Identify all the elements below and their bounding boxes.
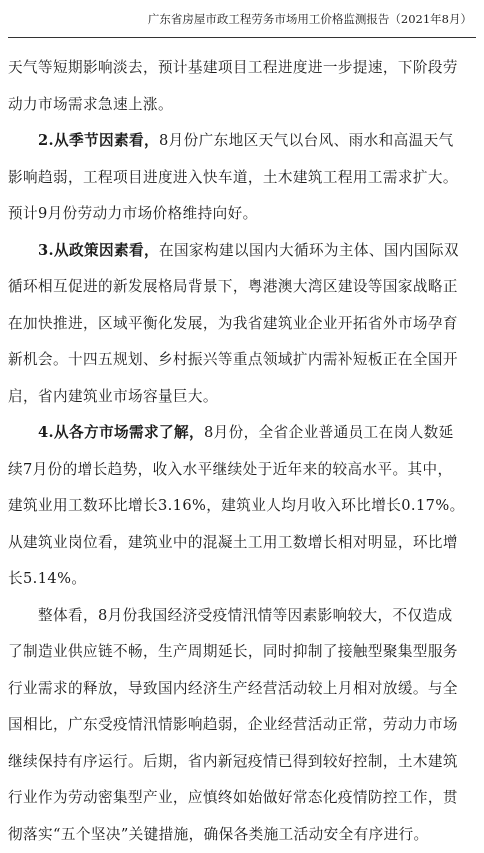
text-line: 行业需求的释放，导致国内经济生产经营活动较上月相对放缓。与全 [8, 671, 474, 708]
paragraph-seasonal: 2.从季节因素看，8月份广东地区天气以台风、雨水和高温天气 [8, 123, 474, 160]
paragraph-policy: 3.从政策因素看，在国家构建以国内大循环为主体、国内国际双 [8, 233, 474, 270]
text-line: 彻落实“五个坚决”关键措施，确保各类施工活动安全有序进行。 [8, 817, 474, 853]
text-line: 从建筑业岗位看，建筑业中的混凝土工用工数增长相对明显，环比增 [8, 525, 474, 562]
paragraph-lead: 2.从季节因素看， [38, 132, 159, 149]
text-line: 国相比，广东受疫情汛情影响趋弱，企业经营活动正常，劳动力市场 [8, 707, 474, 744]
text-line: 启，省内建筑业市场容量巨大。 [8, 379, 474, 416]
text-line: 新机会。十四五规划、乡村振兴等重点领域扩内需补短板正在全国开 [8, 342, 474, 379]
text-line: 建筑业用工数环比增长3.16%，建筑业人均月收入环比增长0.17%。 [8, 488, 474, 525]
report-title: 广东省房屋市政工程劳务市场用工价格监测报告（2021年8月） [148, 12, 472, 26]
paragraph-summary: 整体看，8月份我国经济受疫情汛情等因素影响较大，不仅造成 [8, 598, 474, 635]
paragraph-market-demand: 4.从各方市场需求了解，8月份，全省企业普通员工在岗人数延 [8, 415, 474, 452]
text-line: 动力市场需求急速上涨。 [8, 87, 474, 124]
text-line: 继续保持有序运行。后期，省内新冠疫情已得到较好控制，土木建筑 [8, 744, 474, 781]
text-line: 行业作为劳动密集型产业，应慎终如始做好常态化疫情防控工作，贯 [8, 780, 474, 817]
text-line: 天气等短期影响淡去，预计基建项目工程进度进一步提速，下阶段劳 [8, 50, 474, 87]
paragraph-lead: 4.从各方市场需求了解， [38, 424, 204, 441]
text-line: 在加快推进，区域平衡化发展，为我省建筑业企业开拓省外市场孕育 [8, 306, 474, 343]
text-line: 了制造业供应链不畅，生产周期延长，同时抑制了接触型聚集型服务 [8, 634, 474, 671]
text-line: 预计9月份劳动力市场价格维持向好。 [8, 196, 474, 233]
text-line: 续7月份的增长趋势，收入水平继续处于近年来的较高水平。其中， [8, 452, 474, 489]
header-divider [8, 37, 476, 38]
paragraph-lead: 3.从政策因素看， [38, 242, 159, 259]
page-header [0, 0, 484, 38]
text-line: 循环相互促进的新发展格局背景下，粤港澳大湾区建设等国家战略正 [8, 269, 474, 306]
document-body [8, 50, 474, 853]
text-line: 长5.14%。 [8, 561, 474, 598]
text-line: 影响趋弱，工程项目进度进入快车道，土木建筑工程用工需求扩大。 [8, 160, 474, 197]
